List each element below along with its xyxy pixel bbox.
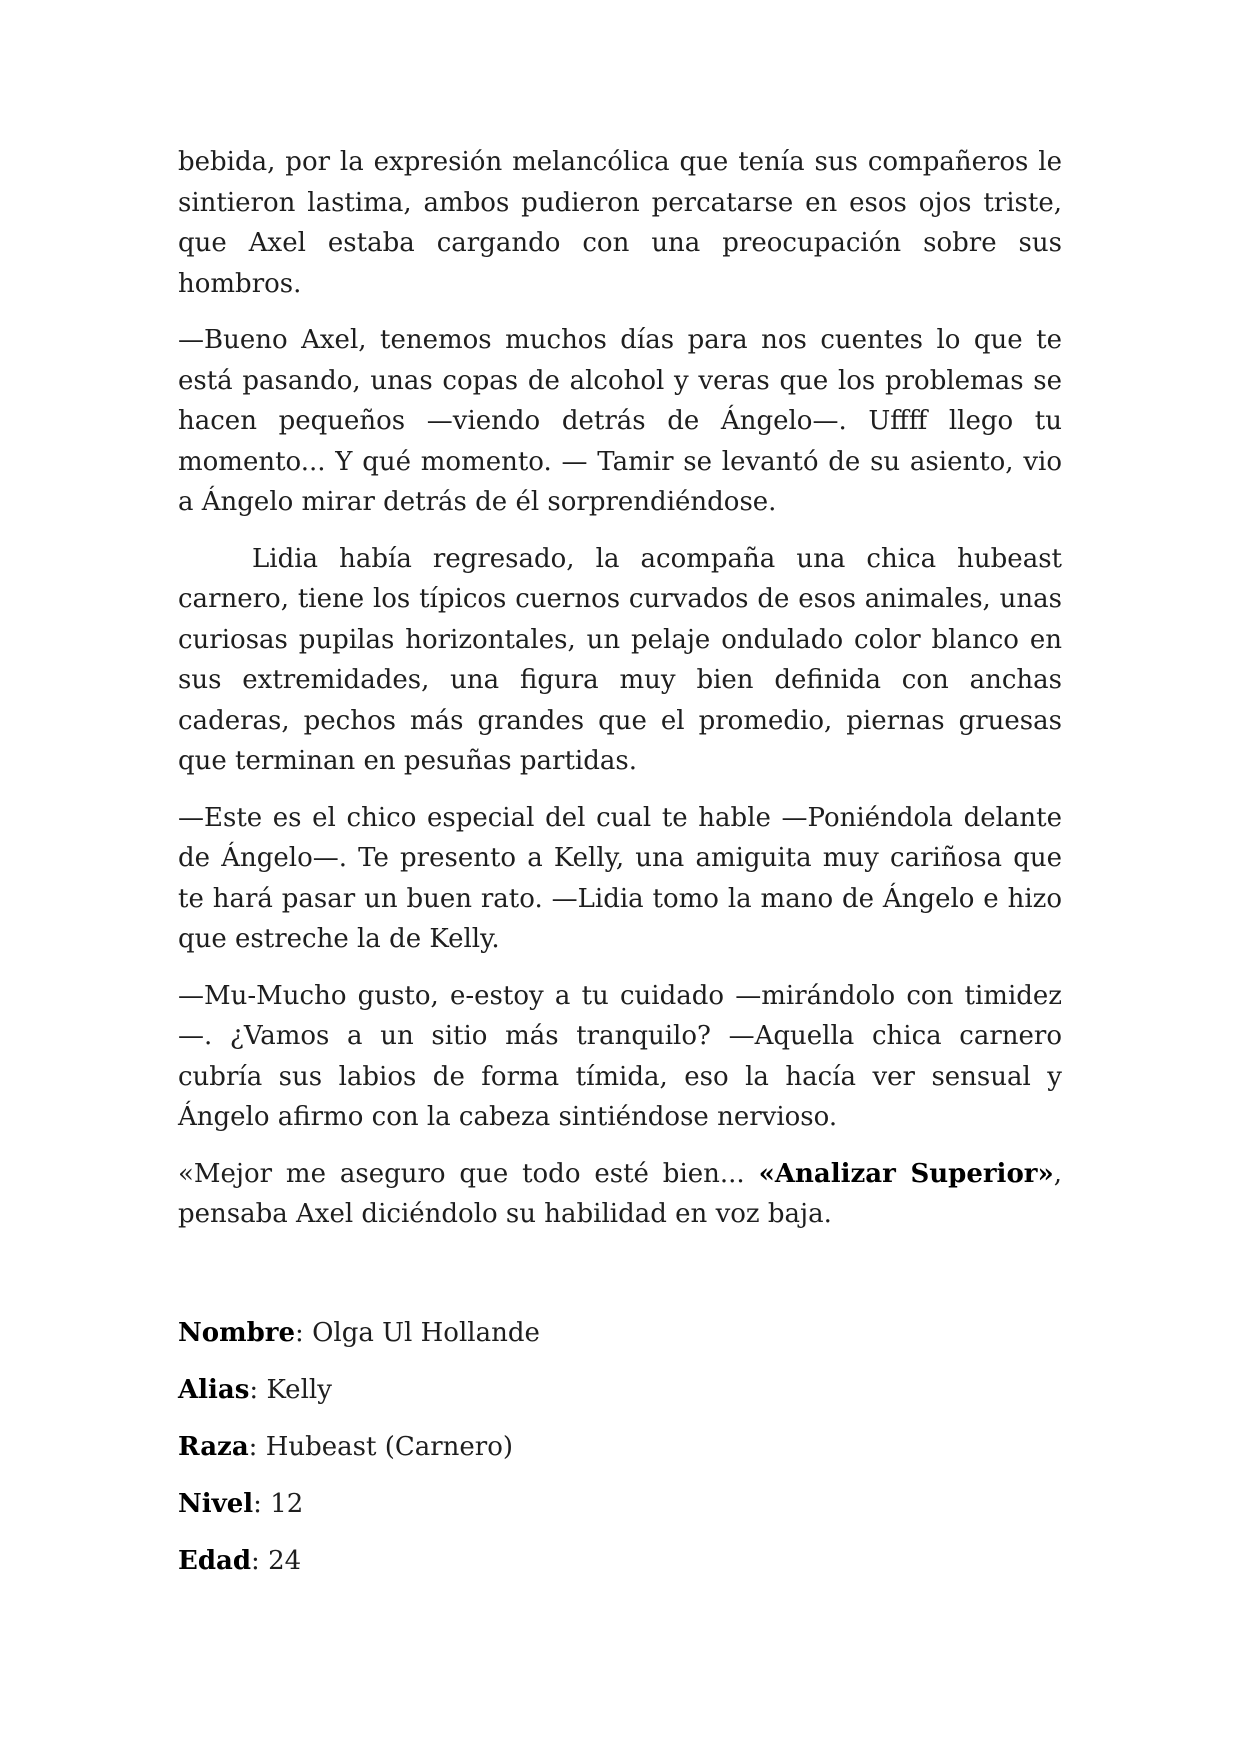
stat-separator: : [248,1431,266,1462]
stat-separator: : [295,1317,313,1348]
paragraph-bueno-axel: —Bueno Axel, tenemos muchos días para nos cuentes lo que te está pasando, unas copas de alcohol y veras que los problemas se hacen pequeños —viendo detrás de Ángelo—. Uffff llego tu momento... Y qué momento. — Tamir se levantó de su asiento, vio a Ángelo mirar detrás de él sorprendiéndose. [178,325,1062,517]
paragraph-analizar-end: , pensaba Axel diciéndolo su habilidad en voz baja. [178,1158,1062,1229]
paragraph-chico-especial: —Este es el chico especial del cual te hable —Poniéndola delante de Ángelo—. Te presento a Kelly, una amiguita muy cariñosa que te hará pasar un buen rato. —Lidia tomo la mano de Ángelo e hizo que estreche la de Kelly. [178,802,1062,954]
stat-nivel [178,1484,1062,1541]
paragraph-bebida: bebida, por la expresión melancólica que tenía sus compañeros le sintieron lastima, ambos pudieron percatarse en esos ojos triste, que Axel estaba cargando con una preocupación sobre sus hombros. [178,147,1062,299]
stat-edad [178,1541,1062,1598]
stat-edad-label: Edad [178,1545,252,1576]
paragraph-analizar [178,1154,1062,1235]
stat-separator: : [249,1374,267,1405]
paragraph-analizar-start: «Mejor me aseguro que todo esté bien... [178,1158,759,1189]
stat-raza-label: Raza [178,1431,249,1462]
stat-alias [178,1370,1062,1427]
stat-alias-label: Alias [178,1374,250,1405]
stat-nivel-label: Nivel [178,1488,254,1519]
stat-nombre-label: Nombre [178,1317,296,1348]
stat-nombre [178,1313,1062,1370]
stat-nivel-value: 12 [270,1488,304,1519]
paragraph-mucho-gusto: —Mu-Mucho gusto, e-estoy a tu cuidado —mirándolo con timidez—. ¿Vamos a un sitio más tranquilo? —Aquella chica carnero cubría sus labios de forma tímida, eso la hacía ver sensual y Ángelo afirmo con la cabeza sintiéndose nervioso. [178,980,1062,1132]
paragraph-lidia-regresado: Lidia había regresado, la acompaña una chica hubeast carnero, tiene los típicos cuernos curvados de esos animales, unas curiosas pupilas horizontales, un pelaje ondulado color blanco en sus extremidades, una figura muy bien definida con anchas caderas, pechos más grandes que el promedio, piernas gruesas que terminan en pesuñas partidas. [178,543,1062,776]
stat-separator: : [251,1545,269,1576]
stat-alias-value: Kelly [266,1374,332,1405]
skill-name: «Analizar Superior» [758,1158,1054,1189]
character-stats [178,1313,1062,1598]
stat-edad-value: 24 [268,1545,302,1576]
stat-separator: : [253,1488,271,1519]
stat-raza [178,1427,1062,1484]
stat-nombre-value: Olga Ul Hollande [312,1317,540,1348]
stat-raza-value: Hubeast (Carnero) [265,1431,514,1462]
